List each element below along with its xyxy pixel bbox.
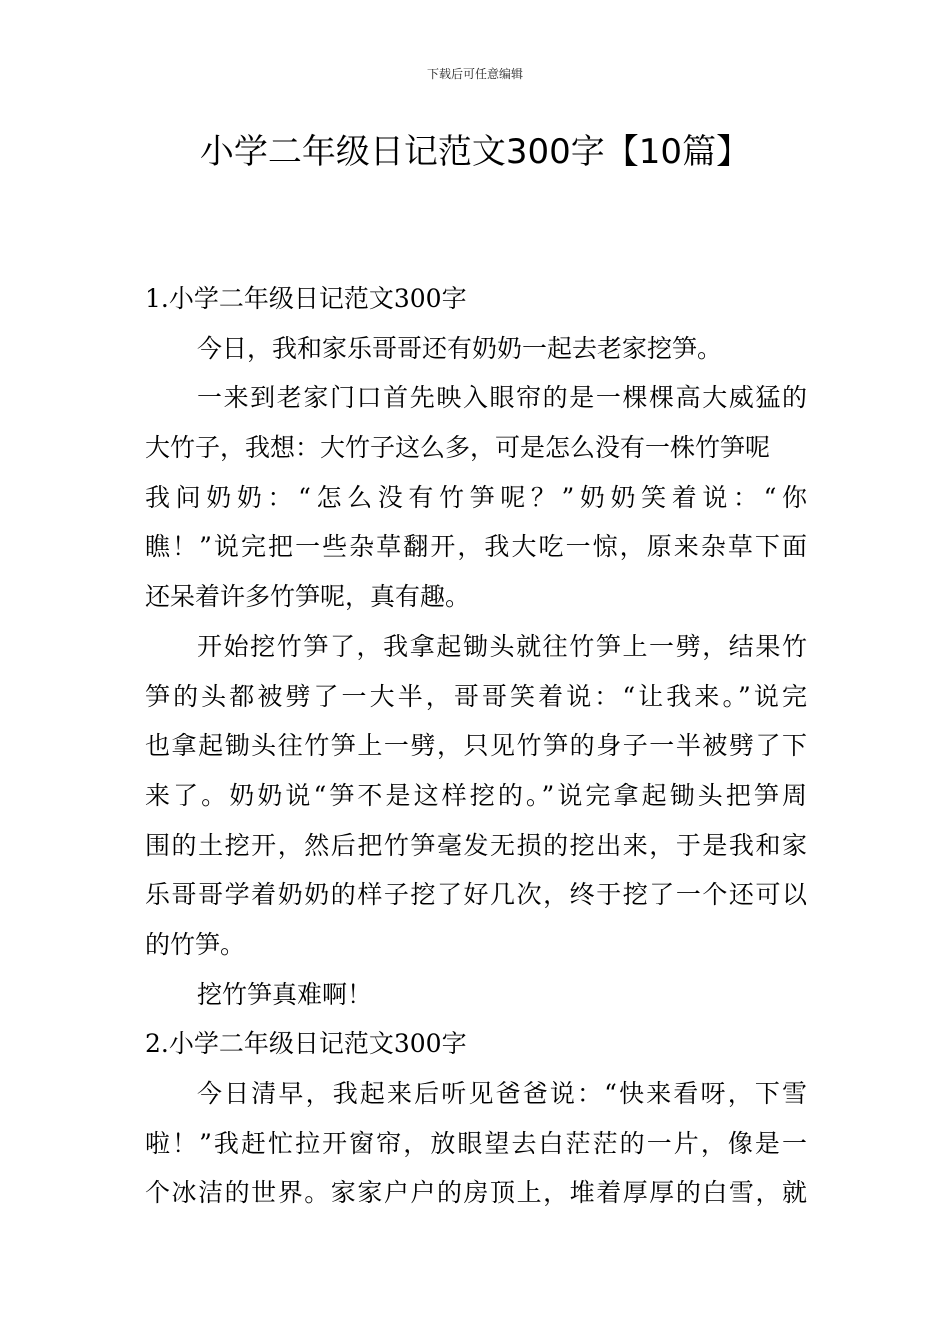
paragraph-line: 也拿起锄头往竹笋上一劈，只见竹笋的身子一半被劈了下 [145,731,807,761]
paragraph-line: 围的土挖开，然后把竹笋毫发无损的挖出来，于是我和家 [145,830,807,860]
section-heading: 1.小学二年级日记范文300字 [145,284,467,313]
paragraph-line: 的竹笋。 [145,929,246,959]
paragraph-line: 乐哥哥学着奶奶的样子挖了好几次，终于挖了一个还可以 [145,880,807,910]
paragraph-line: 还呆着许多竹笋呢，真有趣。 [145,582,471,612]
paragraph-line: 我问奶奶：“怎么没有竹笋呢？”奶奶笑着说：“你 [145,482,807,512]
document-body [145,274,807,1218]
header-note: 下载后可任意编辑 [426,67,523,81]
paragraph-line: 挖竹笋真难啊！ [197,979,373,1009]
paragraph-line: 一来到老家门口首先映入眼帘的是一棵棵高大威猛的 [197,383,807,413]
paragraph-line: 今日，我和家乐哥哥还有奶奶一起去老家挖笋。 [197,333,723,363]
paragraph-line: 笋的头都被劈了一大半，哥哥笑着说：“让我来。”说完 [145,681,807,711]
paragraph-line: 啦！”我赶忙拉开窗帘，放眼望去白茫茫的一片，像是一 [145,1128,807,1158]
paragraph-line: 来了。奶奶说“笋不是这样挖的。”说完拿起锄头把笋周 [145,780,807,810]
document-title: 小学二年级日记范文300字【10篇】 [199,132,751,172]
paragraph-line: 瞧！”说完把一些杂草翻开，我大吃一惊，原来杂草下面 [145,532,807,562]
paragraph-line: 开始挖竹笋了，我拿起锄头就往竹笋上一劈，结果竹 [197,631,807,661]
paragraph-line: 今日清早，我起来后听见爸爸说：“快来看呀，下雪 [197,1079,807,1108]
section-heading: 2.小学二年级日记范文300字 [145,1029,467,1059]
paragraph-line: 个冰洁的世界。家家户户的房顶上，堆着厚厚的白雪，就 [145,1178,807,1208]
paragraph-line: 大竹子，我想：大竹子这么多，可是怎么没有一株竹笋呢 [145,433,771,463]
